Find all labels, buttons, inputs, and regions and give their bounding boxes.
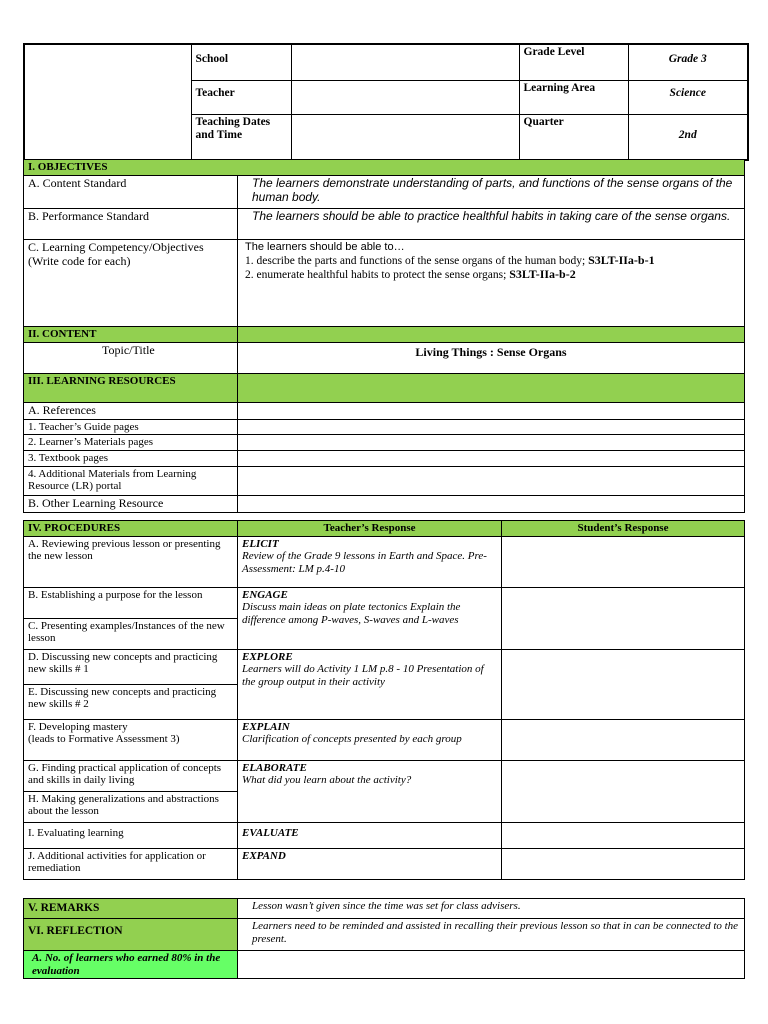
other-resource-label: B. Other Learning Resource	[24, 495, 238, 512]
grade-level-label: Grade Level	[519, 44, 628, 81]
learning-area-label: Learning Area	[519, 81, 628, 115]
procedures-heading: IV. PROCEDURES	[24, 521, 238, 537]
learners-materials-label: 2. Learner’s Materials pages	[24, 435, 238, 451]
additional-materials-field[interactable]	[238, 466, 745, 495]
procedure-f-label	[24, 719, 238, 760]
procedure-f-line-1: F. Developing mastery	[28, 720, 128, 733]
competency-value	[238, 240, 745, 327]
teacher-field[interactable]	[291, 81, 519, 115]
objectives-heading: I. OBJECTIVES	[24, 160, 745, 176]
reflection-a-label: A. No. of learners who earned 80% in the evaluation	[24, 951, 238, 979]
quarter-value: 2nd	[628, 115, 748, 161]
performance-standard-value: The learners should be able to practice healthful habits in taking care of the sense organs.	[238, 209, 745, 240]
competency-label	[24, 240, 238, 327]
procedure-gh-student[interactable]	[502, 760, 745, 822]
content-heading: II. CONTENT	[24, 327, 238, 343]
procedure-d-label: D. Discussing new concepts and practicing new skills # 1	[24, 649, 238, 684]
competency-2-code: S3LT-IIa-b-2	[509, 266, 576, 281]
procedure-f-text: Clarification of concepts presented by each group	[242, 733, 462, 746]
competency-1-code: S3LT-IIa-b-1	[588, 252, 655, 267]
competency-1-text: 1. describe the parts and functions of the sense organs of the human body;	[245, 254, 589, 267]
procedure-bc-text: Discuss main ideas on plate tectonics Explain the difference among P-waves, S-waves and L-waves	[242, 601, 461, 626]
reflection-a-field[interactable]	[238, 951, 745, 979]
procedure-a-phase: ELICIT	[242, 537, 279, 550]
teachers-guide-field[interactable]	[238, 419, 745, 435]
procedure-gh-phase: ELABORATE	[242, 761, 307, 774]
procedure-b-label: B. Establishing a purpose for the lesson	[24, 587, 238, 618]
procedure-i-student[interactable]	[502, 822, 745, 848]
resources-heading-fill	[238, 374, 745, 403]
competency-2-text: 2. enumerate healthful habits to protect the sense organs;	[245, 268, 510, 281]
procedure-bc-phase: ENGAGE	[242, 588, 288, 601]
school-field[interactable]	[291, 44, 519, 81]
teacher-response-header: Teacher’s Response	[238, 521, 502, 537]
procedures-table	[23, 520, 745, 880]
procedure-j-phase: EXPAND	[238, 848, 502, 879]
procedure-a-student[interactable]	[502, 536, 745, 587]
procedure-c-label: C. Presenting examples/Instances of the new lesson	[24, 618, 238, 649]
other-resource-field[interactable]	[238, 495, 745, 512]
dates-label: Teaching Dates and Time	[191, 115, 291, 161]
procedure-bc-student[interactable]	[502, 587, 745, 649]
learners-materials-field[interactable]	[238, 435, 745, 451]
procedure-e-label: E. Discussing new concepts and practicing new skills # 2	[24, 684, 238, 719]
remarks-table	[23, 898, 745, 979]
content-standard-value: The learners demonstrate understanding of parts, and functions of the sense organs of the human body.	[238, 176, 745, 209]
procedure-de-teacher	[238, 649, 502, 719]
textbook-label: 3. Textbook pages	[24, 451, 238, 467]
performance-standard-label: B. Performance Standard	[24, 209, 238, 240]
procedure-a-teacher	[238, 536, 502, 587]
procedure-i-phase: EVALUATE	[238, 822, 502, 848]
procedure-de-student[interactable]	[502, 649, 745, 719]
procedure-f-student[interactable]	[502, 719, 745, 760]
procedure-g-label: G. Finding practical application of concepts and skills in daily living	[24, 760, 238, 791]
competency-item-2	[245, 268, 740, 282]
reflection-heading: VI. REFLECTION	[24, 919, 238, 951]
procedure-f-phase: EXPLAIN	[242, 720, 290, 733]
dates-field[interactable]	[291, 115, 519, 161]
procedure-j-student[interactable]	[502, 848, 745, 879]
competency-intro: The learners should be able to…	[245, 241, 405, 253]
procedure-bc-teacher	[238, 587, 502, 649]
procedure-j-label: J. Additional activities for application or remediation	[24, 848, 238, 879]
procedure-gh-teacher	[238, 760, 502, 822]
content-standard-label: A. Content Standard	[24, 176, 238, 209]
competency-item-1	[245, 254, 740, 268]
procedure-de-phase: EXPLORE	[242, 650, 293, 663]
procedure-f-teacher	[238, 719, 502, 760]
procedure-de-text: Learners will do Activity 1 LM p.8 - 10 Presentation of the group output in their activity	[242, 663, 484, 688]
objectives-table	[23, 159, 745, 513]
procedure-i-label: I. Evaluating learning	[24, 822, 238, 848]
teachers-guide-label: 1. Teacher’s Guide pages	[24, 419, 238, 435]
competency-label-line-2: (Write code for each)	[28, 253, 131, 268]
additional-materials-label: 4. Additional Materials from Learning Resource (LR) portal	[24, 466, 238, 495]
logo-cell	[24, 44, 191, 160]
resources-heading: III. LEARNING RESOURCES	[24, 374, 238, 403]
textbook-field[interactable]	[238, 451, 745, 467]
references-label: A. References	[24, 403, 238, 420]
remarks-value: Lesson wasn’t given since the time was set for class advisers.	[238, 899, 745, 919]
topic-label	[24, 343, 238, 374]
competency-label-line-1: C. Learning Competency/Objectives	[28, 240, 204, 254]
topic-value: Living Things : Sense Organs	[238, 343, 745, 374]
school-label: School	[191, 44, 291, 81]
topic-label-text: Topic/Title	[102, 343, 155, 357]
procedure-a-label: A. Reviewing previous lesson or presenting the new lesson	[24, 536, 238, 587]
procedure-f-line-2: (leads to Formative Assessment 3)	[28, 733, 180, 746]
grade-level-value: Grade 3	[628, 44, 748, 81]
quarter-label: Quarter	[519, 115, 628, 161]
teacher-label: Teacher	[191, 81, 291, 115]
procedure-h-label: H. Making generalizations and abstractions about the lesson	[24, 791, 238, 822]
content-heading-fill	[238, 327, 745, 343]
procedure-gh-text: What did you learn about the activity?	[242, 774, 412, 787]
reflection-value: Learners need to be reminded and assisted in recalling their previous lesson so that in can be connected to the present.	[238, 919, 745, 951]
learning-area-value: Science	[628, 81, 748, 115]
header-table	[23, 43, 749, 161]
remarks-heading: V. REMARKS	[24, 899, 238, 919]
student-response-header: Student’s Response	[502, 521, 745, 537]
procedure-a-text: Review of the Grade 9 lessons in Earth and Space. Pre-Assessment: LM p.4-10	[242, 550, 487, 575]
references-field[interactable]	[238, 403, 745, 420]
